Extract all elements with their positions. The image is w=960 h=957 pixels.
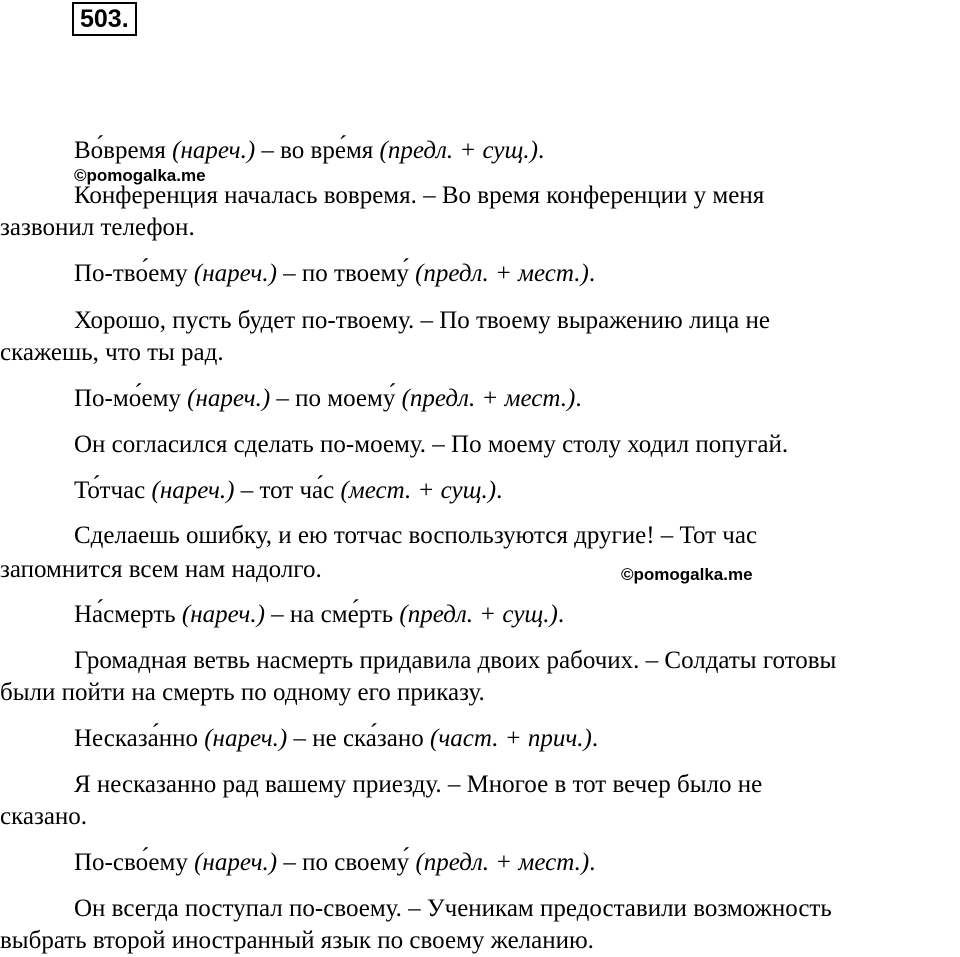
example-sentence: были пойти на смерть по одному его приказу. [0, 679, 485, 706]
example-sentence: сказано. [0, 803, 88, 830]
word-pair-line: По-мо́ему (нареч.) – по моему́ (предл. + мест.). [74, 385, 582, 412]
watermark: ©pomogalka.me [621, 565, 753, 584]
example-sentence: Он всегда поступал по-своему. – Ученикам предоставили возможность [74, 895, 832, 922]
example-sentence: скажешь, что ты рад. [0, 339, 224, 366]
example-sentence: запомнится всем нам надолго. [0, 556, 322, 583]
watermark: ©pomogalka.me [74, 166, 206, 185]
example-sentence: Я несказанно рад вашему приезду. – Многое в тот вечер было не [74, 771, 763, 798]
example-sentence: Громадная ветвь насмерть придавила двоих рабочих. – Солдаты готовы [74, 647, 837, 674]
example-sentence: зазвонил телефон. [0, 214, 195, 241]
word-pair-line: На́смерть (нареч.) – на сме́рть (предл. + сущ.). [74, 601, 565, 628]
word-pair-line: То́тчас (нареч.) – тот ча́с (мест. + сущ.). [74, 477, 503, 504]
word-pair-line: Во́время (нареч.) – во вре́мя (предл. + сущ.). [74, 137, 545, 164]
word-pair-line: По-сво́ему (нареч.) – по своему́ (предл. + мест.). [74, 849, 596, 876]
example-sentence: выбрать второй иностранный язык по своему желанию. [0, 927, 594, 954]
example-sentence: Конференция началась вовремя. – Во время конференции у меня [74, 182, 765, 209]
example-sentence: Хорошо, пусть будет по-твоему. – По твоему выражению лица не [74, 307, 771, 334]
word-pair-line: По-тво́ему (нареч.) – по твоему́ (предл. + мест.). [74, 260, 596, 287]
example-sentence: Сделаешь ошибку, и ею тотчас воспользуются другие! – Тот час [74, 522, 758, 549]
example-sentence: Он согласился сделать по-моему. – По моему столу ходил попугай. [74, 431, 789, 458]
exercise-number: 503. [72, 2, 137, 36]
word-pair-line: Несказа́нно (нареч.) – не ска́зано (част. + прич.). [74, 725, 599, 752]
